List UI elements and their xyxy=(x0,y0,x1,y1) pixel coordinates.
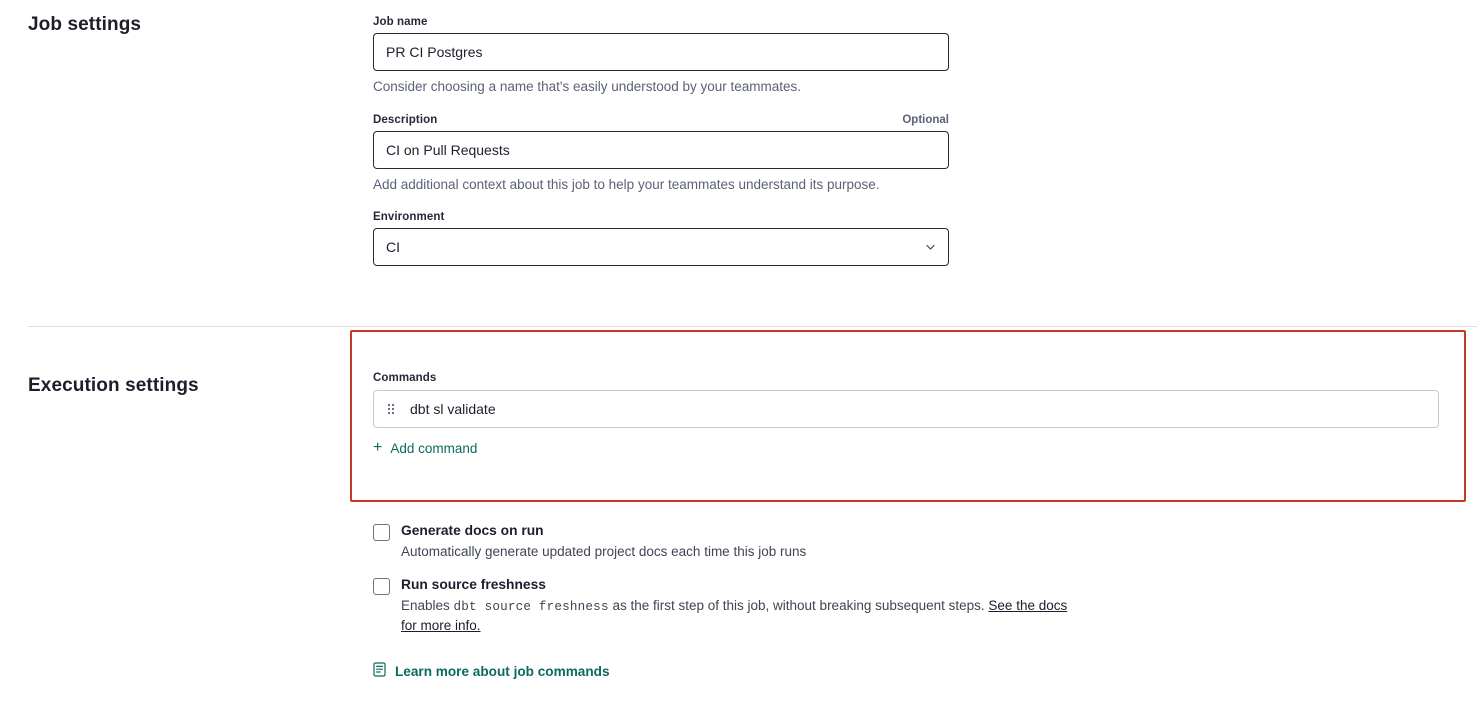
option-source-freshness[interactable] xyxy=(373,576,1073,636)
environment-selected-value: CI xyxy=(386,239,400,256)
field-environment xyxy=(373,211,949,266)
job-name-label: Job name xyxy=(373,16,428,28)
field-description xyxy=(373,114,949,194)
execution-options-list xyxy=(373,522,1073,650)
generate-docs-checkbox[interactable] xyxy=(373,524,390,541)
source-freshness-title: Run source freshness xyxy=(401,576,546,592)
page-title-job-settings: Job settings xyxy=(28,14,142,35)
commands-label: Commands xyxy=(373,372,437,384)
book-icon xyxy=(373,662,386,680)
job-settings-form xyxy=(373,16,949,284)
description-input[interactable] xyxy=(373,131,949,169)
environment-label: Environment xyxy=(373,211,445,224)
drag-handle-icon[interactable] xyxy=(384,401,398,417)
learn-more-job-commands-link[interactable] xyxy=(373,662,610,680)
generate-docs-description: Automatically generate updated project docs each time this job runs xyxy=(401,544,807,560)
field-job-name xyxy=(373,16,949,96)
section-divider xyxy=(28,326,1477,327)
source-freshness-desc-prefix: Enables xyxy=(401,598,454,614)
source-freshness-desc-middle: as the first step of this job, without breaking subsequent steps. xyxy=(608,598,989,614)
source-freshness-checkbox[interactable] xyxy=(373,578,390,595)
command-input-value[interactable]: dbt sl validate xyxy=(410,401,496,417)
job-name-help: Consider choosing a name that's easily understood by your teammates. xyxy=(373,79,802,94)
generate-docs-title: Generate docs on run xyxy=(401,523,544,538)
command-row[interactable] xyxy=(373,390,1439,428)
page-title-execution-settings: Execution settings xyxy=(28,375,199,396)
source-freshness-docs-link[interactable]: See the docs for more info. xyxy=(401,598,1068,634)
option-generate-docs[interactable] xyxy=(373,522,1073,562)
job-name-input[interactable] xyxy=(373,33,949,71)
description-optional-tag: Optional xyxy=(902,113,949,126)
source-freshness-desc-code: dbt source freshness xyxy=(453,600,609,615)
environment-select[interactable] xyxy=(373,228,949,266)
add-command-button[interactable] xyxy=(373,440,477,456)
plus-icon: + xyxy=(373,439,383,456)
add-command-label: Add command xyxy=(390,440,478,456)
learn-more-label: Learn more about job commands xyxy=(395,663,610,679)
description-help: Add additional context about this job to help your teammates understand its purpose. xyxy=(373,176,880,192)
description-label: Description xyxy=(373,113,438,126)
source-freshness-description xyxy=(401,596,1073,636)
execution-settings-form xyxy=(373,372,1453,457)
